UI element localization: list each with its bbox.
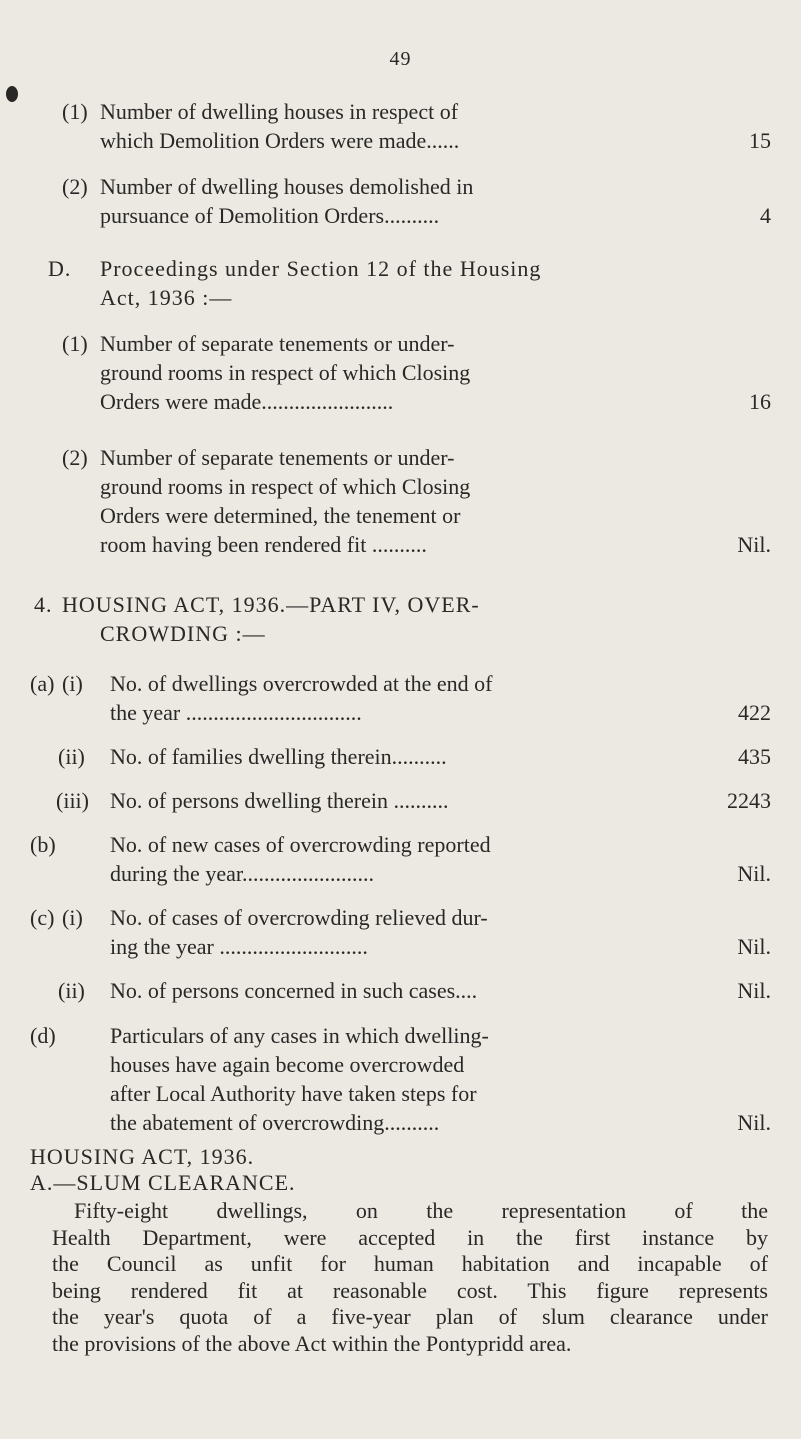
section-d-heading-line1: Proceedings under Section 12 of the Housing	[100, 256, 542, 281]
ink-blot	[6, 86, 18, 102]
item-a-i-value: 422	[738, 700, 771, 725]
item-d2-number: (2)	[62, 445, 88, 470]
item-d1-value: 16	[749, 389, 771, 414]
item-d2-line3: Orders were determined, the tenement or	[100, 503, 461, 528]
item-c-ii-line1: No. of persons concerned in such cases....	[110, 978, 478, 1003]
item-b-line1: No. of new cases of overcrowding reported	[110, 832, 491, 857]
item-d1-number: (1)	[62, 331, 88, 356]
item-d1-line1: Number of separate tenements or under-	[100, 331, 455, 356]
item-a-iii-number: (iii)	[56, 788, 89, 813]
item-d2-line1: Number of separate tenements or under-	[100, 445, 455, 470]
item-a-ii-line1: No. of families dwelling therein..........	[110, 744, 447, 769]
item-d1-line3: Orders were made........................	[100, 389, 394, 414]
item-d2-line4: room having been rendered fit ..........	[100, 532, 427, 557]
item-d1-line2: ground rooms in respect of which Closing	[100, 360, 471, 385]
slum-para-line: the provisions of the above Act within the Pontypridd area.	[52, 1330, 572, 1356]
item-c-ii-value: Nil.	[737, 978, 771, 1003]
item-b-value: Nil.	[737, 861, 771, 886]
item-c2-line1: Number of dwelling houses demolished in	[100, 174, 474, 199]
item-a-iii-value: 2243	[727, 788, 771, 813]
item-d-line1: Particulars of any cases in which dwelling-	[110, 1023, 489, 1048]
slum-para-line: being rendered fit at reasonable cost. This figure represents	[52, 1277, 768, 1303]
item-d-value: Nil.	[737, 1110, 771, 1135]
slum-para-line: the Council as unfit for human habitation and incapable of	[52, 1251, 768, 1276]
item-c1-value: 15	[749, 128, 771, 153]
item-c-i-value: Nil.	[737, 934, 771, 959]
item-b-line2: during the year........................	[110, 861, 374, 886]
item-c2-number: (2)	[62, 174, 88, 199]
item-c1-line2: which Demolition Orders were made......	[100, 128, 460, 153]
slum-para-line: Health Department, were accepted in the first instance by	[52, 1224, 768, 1250]
section-d-heading-line2: Act, 1936 :—	[100, 285, 233, 310]
item-b-letter: (b)	[30, 832, 56, 857]
item-d-line3: after Local Authority have taken steps for	[110, 1081, 477, 1106]
section-4-number: 4.	[34, 592, 53, 617]
item-d2-value: Nil.	[737, 532, 771, 557]
section-d-letter: D.	[48, 256, 72, 281]
slum-para-line: the year's quota of a five-year plan of slum clearance under	[52, 1304, 768, 1329]
section-4-heading-line2: CROWDING :—	[100, 621, 266, 646]
item-c1-number: (1)	[62, 99, 88, 124]
item-c-letter: (c)	[30, 905, 55, 930]
item-c1-line1: Number of dwelling houses in respect of	[100, 99, 459, 124]
item-a-ii-value: 435	[738, 744, 771, 769]
slum-para-line: Fifty-eight dwellings, on the representation of the	[74, 1198, 768, 1223]
slum-heading-act: HOUSING ACT, 1936.	[30, 1144, 255, 1169]
item-c-i-number: (i)	[62, 905, 83, 930]
slum-heading-title: A.—SLUM CLEARANCE.	[30, 1170, 296, 1195]
item-c2-line2: pursuance of Demolition Orders..........	[100, 203, 440, 228]
item-a-i-number: (i)	[62, 671, 83, 696]
item-d-line2: houses have again become overcrowded	[110, 1052, 465, 1077]
item-d-line4: the abatement of overcrowding..........	[110, 1110, 440, 1135]
item-d-letter: (d)	[30, 1023, 56, 1048]
item-a-i-line2: the year ................................	[110, 700, 362, 725]
item-a-letter: (a)	[30, 671, 55, 696]
item-c-i-line1: No. of cases of overcrowding relieved dur-	[110, 905, 488, 930]
page-number: 49	[389, 48, 412, 70]
item-a-ii-number: (ii)	[58, 744, 85, 769]
item-d2-line2: ground rooms in respect of which Closing	[100, 474, 471, 499]
section-4-heading-line1: HOUSING ACT, 1936.—PART IV, OVER-	[62, 592, 480, 617]
item-a-iii-line1: No. of persons dwelling therein ..........	[110, 788, 449, 813]
item-a-i-line1: No. of dwellings overcrowded at the end of	[110, 671, 493, 696]
item-c-i-line2: ing the year ...........................	[110, 934, 368, 959]
slum-paragraph	[52, 1198, 768, 1357]
item-c-ii-number: (ii)	[58, 978, 85, 1003]
item-c2-value: 4	[760, 203, 771, 228]
